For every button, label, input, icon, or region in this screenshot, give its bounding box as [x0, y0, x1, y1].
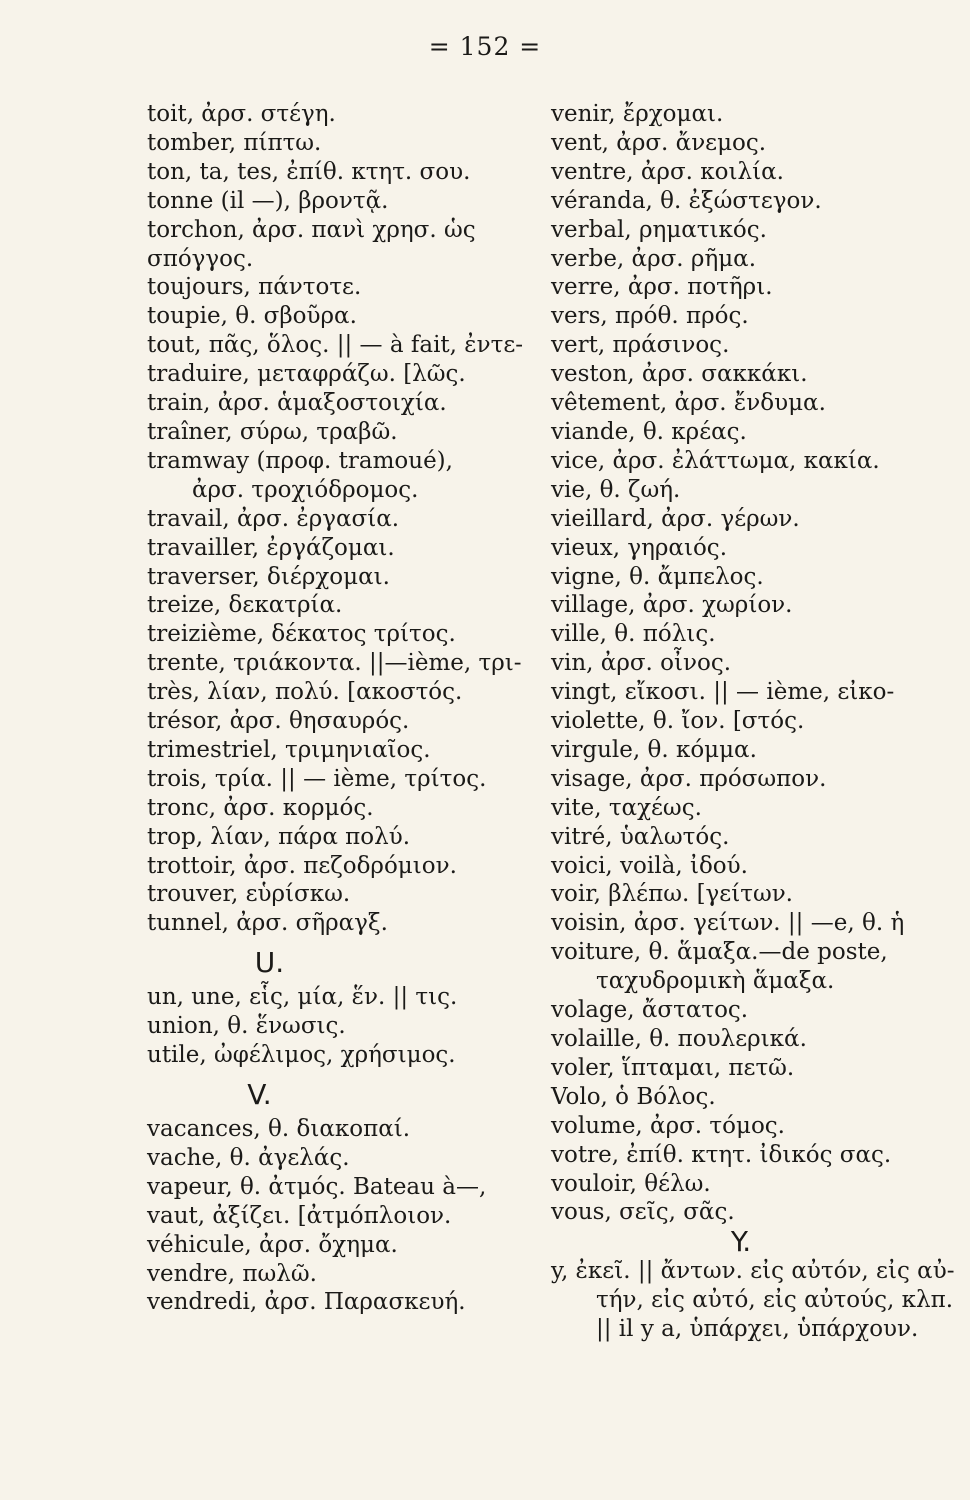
- dictionary-entry-continuation: ἀρσ. τροχιόδρομος.: [192, 476, 419, 503]
- dictionary-entry: vêtement, ἀρσ. ἔνδυμα.: [551, 390, 826, 417]
- dictionary-entry: vie, θ. ζωή.: [551, 476, 681, 503]
- dictionary-entry: verre, ἀρσ. ποτῆρι.: [551, 274, 773, 301]
- dictionary-entry: trop, λίαν, πάρα πολύ.: [147, 823, 411, 850]
- dictionary-entry: trimestriel, τριμηνιαῖος.: [147, 736, 431, 763]
- dictionary-entry: ventre, ἀρσ. κοιλία.: [551, 158, 784, 185]
- dictionary-entry: voiture, θ. ἅμαξα.—de poste,: [551, 939, 888, 966]
- dictionary-entry: vingt, εἴκοσι. || — ième, εἰκο-: [551, 679, 895, 706]
- dictionary-entry: tunnel, ἀρσ. σῆραγξ.: [147, 910, 388, 937]
- dictionary-entry: torchon, ἀρσ. πανὶ χρησ. ὡς: [147, 216, 476, 243]
- dictionary-entry: vice, ἀρσ. ἐλάττωμα, κακία.: [551, 447, 880, 474]
- dictionary-entry: veston, ἀρσ. σακκάκι.: [551, 361, 808, 388]
- dictionary-entry: violette, θ. ἴον. [στός.: [551, 708, 805, 735]
- dictionary-entry: village, ἀρσ. χωρίον.: [551, 592, 793, 619]
- dictionary-entry: traîner, σύρω, τραβῶ.: [147, 418, 398, 445]
- dictionary-entry: véhicule, ἀρσ. ὄχημα.: [147, 1231, 398, 1258]
- dictionary-entry: Volo, ὁ Βόλος.: [551, 1083, 716, 1110]
- dictionary-entry: vent, ἀρσ. ἄνεμος.: [551, 129, 767, 156]
- dictionary-entry: tronc, ἀρσ. κορμός.: [147, 794, 374, 821]
- entries-block-y: [551, 1257, 955, 1344]
- dictionary-entry: tomber, πίπτω.: [147, 129, 322, 156]
- entries-block-v-left: [147, 1115, 527, 1317]
- dictionary-entry: vieillard, ἀρσ. γέρων.: [551, 505, 800, 532]
- section-heading-y: Y.: [730, 1225, 752, 1259]
- dictionary-entry: toit, ἀρσ. στέγη.: [147, 101, 336, 127]
- dictionary-entry: ville, θ. πόλις.: [551, 621, 716, 648]
- dictionary-entry: tonne (il —), βροντᾷ.: [147, 187, 389, 214]
- dictionary-entry: trouver, εὑρίσκω.: [147, 881, 351, 908]
- dictionary-entry: virgule, θ. κόμμα.: [551, 736, 757, 763]
- entries-block-t: [147, 100, 527, 938]
- dictionary-entry: tout, πᾶς, ὅλος. || — à fait, ἐντε-: [147, 332, 524, 359]
- dictionary-entry: traduire, μεταφράζω. [λῶς.: [147, 361, 466, 388]
- dictionary-entry: tramway (προφ. tramoué),: [147, 447, 453, 474]
- dictionary-entry: vendre, πωλῶ.: [147, 1260, 317, 1287]
- dictionary-entry: très, λίαν, πολύ. [ακοστός.: [147, 679, 463, 706]
- dictionary-entry: voici, voilà, ἰδού.: [551, 852, 748, 879]
- dictionary-entry: utile, ὠφέλιμος, χρήσιμος.: [147, 1042, 456, 1069]
- dictionary-entry-continuation: σπόγγος.: [147, 245, 254, 272]
- section-heading-v: V.: [247, 1078, 272, 1111]
- dictionary-entry: treizième, δέκατος τρίτος.: [147, 621, 456, 648]
- dictionary-entry: travail, ἀρσ. ἐργασία.: [147, 505, 400, 532]
- dictionary-entry: viande, θ. κρέας.: [551, 418, 747, 445]
- dictionary-entry: trésor, ἀρσ. θησαυρός.: [147, 708, 410, 735]
- dictionary-entry: vacances, θ. διακοπαί.: [147, 1116, 411, 1142]
- dictionary-entry: vous, σεῖς, σᾶς.: [551, 1199, 735, 1226]
- dictionary-entry: visage, ἀρσ. πρόσωπον.: [551, 765, 827, 792]
- dictionary-entry: vaut, ἀξίζει. [ἀτμόπλοιον.: [147, 1202, 452, 1229]
- dictionary-entry: verbe, ἀρσ. ρῆμα.: [551, 245, 757, 272]
- dictionary-entry: vigne, θ. ἄμπελος.: [551, 563, 764, 590]
- dictionary-entry: trois, τρία. || — ième, τρίτος.: [147, 765, 487, 792]
- dictionary-entry: votre, ἐπίθ. κτητ. ἰδικός σας.: [551, 1141, 892, 1168]
- page-number: = 152 =: [428, 32, 542, 61]
- entries-block-u: [147, 983, 527, 1070]
- dictionary-entry: vieux, γηραιός.: [551, 534, 728, 561]
- dictionary-entry: un, une, εἷς, μία, ἕν. || τις.: [147, 984, 458, 1011]
- dictionary-entry: trente, τριάκοντα. ||—ième, τρι-: [147, 650, 522, 677]
- dictionary-entry: vendredi, ἀρσ. Παρασκευή.: [147, 1289, 466, 1316]
- dictionary-entry: toupie, θ. σβοῦρα.: [147, 303, 357, 330]
- dictionary-entry: volage, ἄστατος.: [551, 997, 749, 1024]
- dictionary-entry: y, ἐκεῖ. || ἄντων. εἰς αὐτόν, εἰς αὐ-: [551, 1258, 955, 1285]
- dictionary-entry: voler, ἵπταμαι, πετῶ.: [551, 1054, 795, 1081]
- entries-block-v-right: [551, 100, 931, 1227]
- dictionary-entry: voir, βλέπω. [γείτων.: [551, 881, 793, 908]
- dictionary-entry-continuation: τήν, εἰς αὐτό, εἰς αὐτούς, κλπ.: [596, 1287, 954, 1314]
- dictionary-entry: toujours, πάντοτε.: [147, 274, 362, 301]
- dictionary-entry: vitré, ὑαλωτός.: [551, 823, 730, 850]
- dictionary-entry: vapeur, θ. ἀτμός. Bateau à—,: [147, 1173, 487, 1200]
- dictionary-entry: travailler, ἐργάζομαι.: [147, 534, 395, 561]
- dictionary-entry: ton, ta, tes, ἐπίθ. κτητ. σου.: [147, 158, 471, 185]
- dictionary-entry: vin, ἀρσ. οἶνος.: [551, 650, 732, 677]
- dictionary-entry: trottoir, ἀρσ. πεζοδρόμιον.: [147, 852, 457, 879]
- dictionary-entry: vers, πρόθ. πρός.: [551, 303, 749, 330]
- dictionary-entry: vache, θ. ἀγελάς.: [147, 1144, 350, 1171]
- dictionary-entry: vouloir, θέλω.: [551, 1170, 711, 1197]
- left-column: [147, 100, 527, 1317]
- dictionary-entry: voisin, ἀρσ. γείτων. || —e, θ. ἡ: [551, 910, 905, 937]
- dictionary-entry-continuation: || il y a, ὑπάρχει, ὑπάρχουν.: [596, 1316, 919, 1343]
- dictionary-entry: venir, ἔρχομαι.: [551, 101, 724, 127]
- dictionary-entry-continuation: ταχυδρομικὴ ἅμαξα.: [596, 968, 835, 995]
- dictionary-entry: véranda, θ. ἐξώστεγον.: [551, 187, 822, 214]
- dictionary-entry: union, θ. ἕνωσις.: [147, 1013, 346, 1040]
- dictionary-entry: train, ἀρσ. ἁμαξοστοιχία.: [147, 390, 447, 417]
- dictionary-entry: vite, ταχέως.: [551, 794, 702, 821]
- dictionary-entry: volaille, θ. πουλερικά.: [551, 1026, 807, 1052]
- dictionary-entry: verbal, ρηματικός.: [551, 216, 767, 243]
- dictionary-entry: volume, ἀρσ. τόμος.: [551, 1112, 785, 1139]
- dictionary-entry: vert, πράσινος.: [551, 332, 730, 359]
- section-heading-u: U.: [254, 946, 285, 980]
- dictionary-entry: traverser, διέρχομαι.: [147, 563, 390, 590]
- right-column: [551, 100, 955, 1344]
- dictionary-entry: treize, δεκατρία.: [147, 592, 343, 619]
